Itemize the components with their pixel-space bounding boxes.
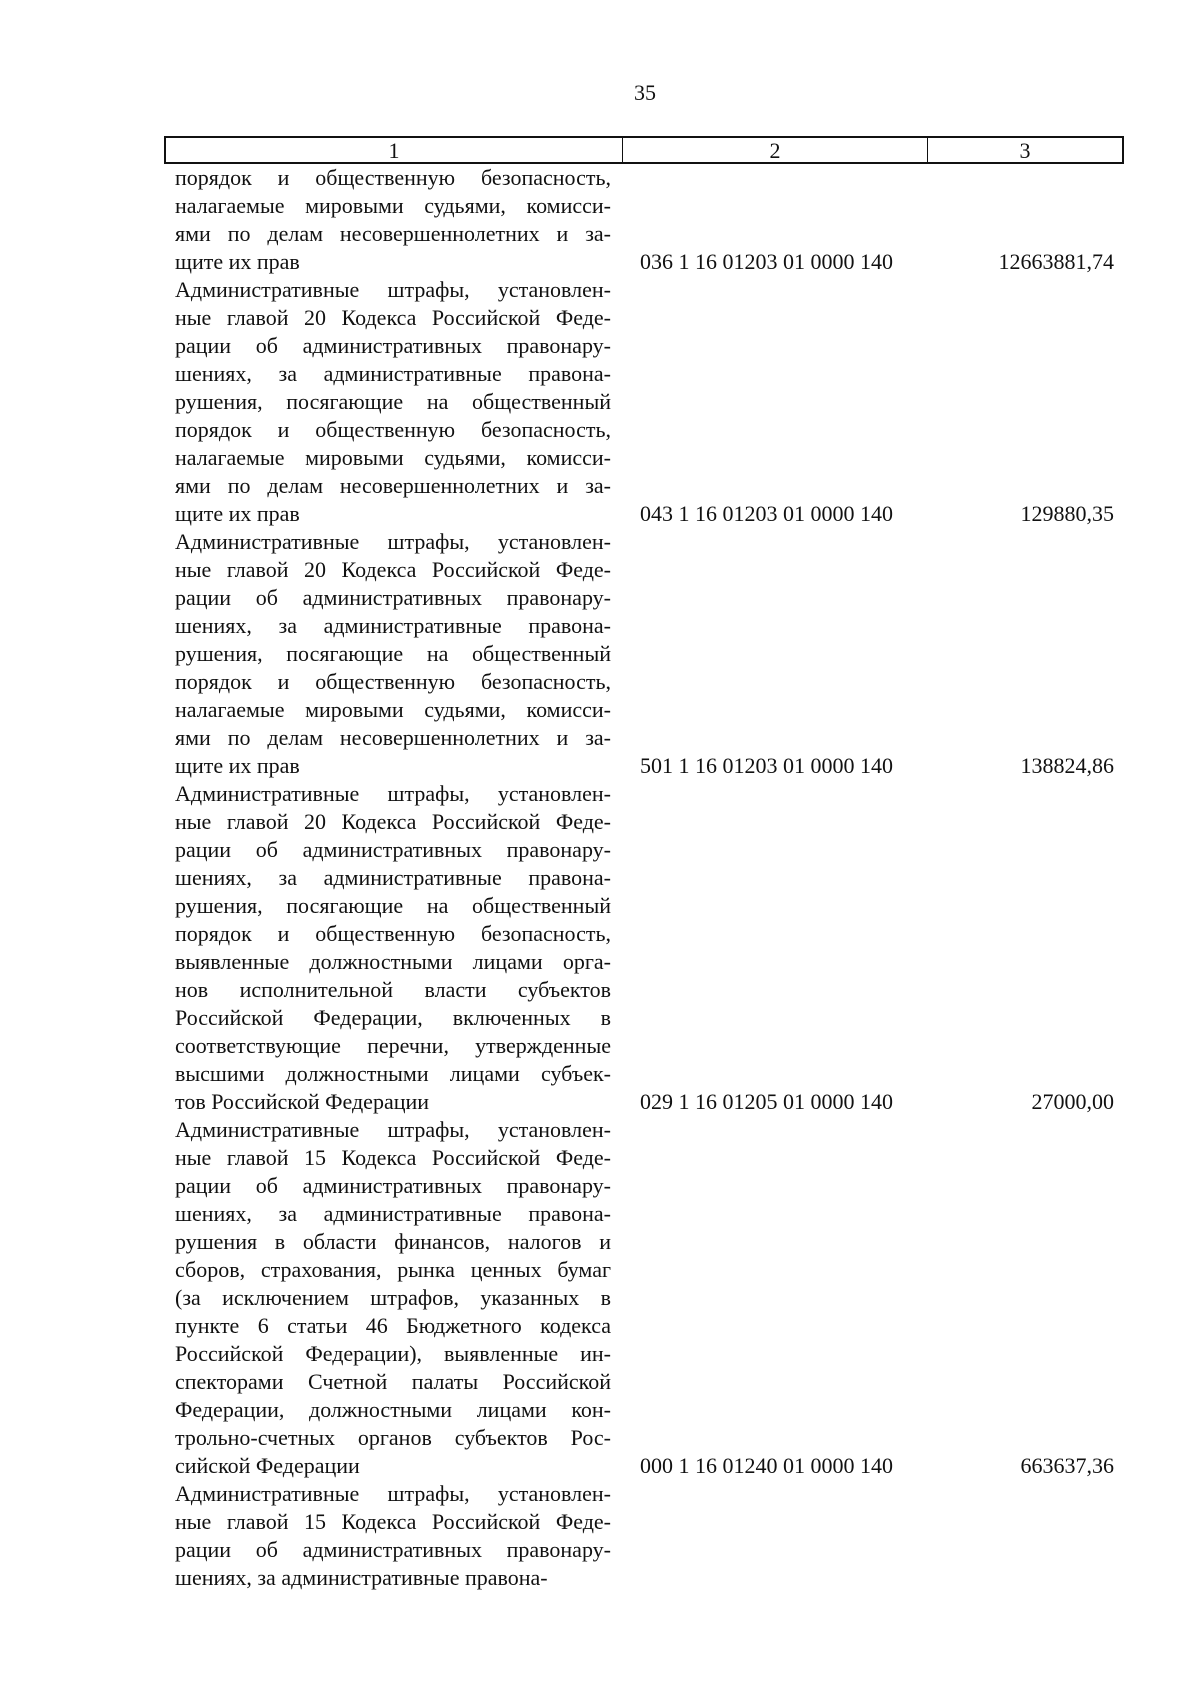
description-line: щите их прав	[175, 501, 300, 526]
description-line: спекторами Счетной палаты Российской	[175, 1369, 611, 1394]
row-description	[175, 1116, 611, 1480]
description-line: ные главой 20 Кодекса Российской Феде-	[175, 557, 611, 582]
budget-classification-code: 501 1 16 01203 01 0000 140	[640, 753, 893, 778]
description-line: Административные штрафы, установлен-	[175, 277, 611, 302]
table-row	[0, 780, 1200, 1116]
amount-value: 27000,00	[1031, 1089, 1114, 1114]
column-header-1: 1	[166, 138, 623, 162]
description-line: ями по делам несовершеннолетних и за-	[175, 473, 611, 498]
description-line: шениях, за административные правона-	[175, 361, 611, 386]
description-line: Административные штрафы, установлен-	[175, 1117, 611, 1142]
description-line: рушения, посягающие на общественный	[175, 641, 611, 666]
description-line: ные главой 20 Кодекса Российской Феде-	[175, 809, 611, 834]
description-line: налагаемые мировыми судьями, комисси-	[175, 193, 611, 218]
description-line: рации об административных правонару-	[175, 585, 611, 610]
table-row	[0, 276, 1200, 528]
amount-value: 663637,36	[1020, 1453, 1114, 1478]
description-line: Административные штрафы, установлен-	[175, 529, 611, 554]
budget-classification-code: 000 1 16 01240 01 0000 140	[640, 1453, 893, 1478]
table-body	[0, 164, 1200, 1592]
column-header-3: 3	[1019, 138, 1031, 163]
description-line: шениях, за административные правона-	[175, 1201, 611, 1226]
description-line: тов Российской Федерации	[175, 1089, 430, 1114]
column-header-2: 2	[623, 138, 928, 162]
description-line: трольно-счетных органов субъектов Рос-	[175, 1425, 611, 1450]
description-line: ные главой 20 Кодекса Российской Феде-	[175, 305, 611, 330]
budget-classification-code: 043 1 16 01203 01 0000 140	[640, 501, 893, 526]
description-line: ные главой 15 Кодекса Российской Феде-	[175, 1145, 611, 1170]
row-description	[175, 528, 611, 780]
table-row	[0, 164, 1200, 276]
description-line: ями по делам несовершеннолетних и за-	[175, 221, 611, 246]
amount-value: 12663881,74	[998, 249, 1114, 274]
description-line: пункте 6 статьи 46 Бюджетного кодекса	[175, 1313, 611, 1338]
page-number: 35	[634, 80, 656, 105]
description-line: ями по делам несовершеннолетних и за-	[175, 725, 611, 750]
description-line: рации об административных правонару-	[175, 837, 611, 862]
description-line: нов исполнительной власти субъектов	[175, 977, 611, 1002]
description-line: Административные штрафы, установлен-	[175, 781, 611, 806]
description-line: налагаемые мировыми судьями, комисси-	[175, 697, 611, 722]
table-row	[0, 528, 1200, 780]
row-description	[175, 276, 611, 528]
description-line: Российской Федерации), выявленные ин-	[175, 1341, 611, 1366]
description-line: высшими должностными лицами субъек-	[175, 1061, 611, 1086]
description-line: шениях, за административные правона-	[175, 1565, 548, 1590]
description-line: рушения, посягающие на общественный	[175, 893, 611, 918]
row-description	[175, 780, 611, 1116]
description-line: налагаемые мировыми судьями, комисси-	[175, 445, 611, 470]
description-line: сборов, страхования, рынка ценных бумаг	[175, 1257, 611, 1282]
description-line: рушения, посягающие на общественный	[175, 389, 611, 414]
budget-classification-code: 029 1 16 01205 01 0000 140	[640, 1089, 893, 1114]
row-description	[175, 164, 611, 276]
description-line: рации об административных правонару-	[175, 1173, 611, 1198]
description-line: шениях, за административные правона-	[175, 613, 611, 638]
description-line: ные главой 15 Кодекса Российской Феде-	[175, 1509, 611, 1534]
description-line: рации об административных правонару-	[175, 333, 611, 358]
amount-value: 129880,35	[1020, 501, 1114, 526]
description-line: порядок и общественную безопасность,	[175, 165, 611, 190]
description-line: Российской Федерации, включенных в	[175, 1005, 611, 1030]
description-line: Федерации, должностными лицами кон-	[175, 1397, 611, 1422]
description-line: щите их прав	[175, 249, 300, 274]
table-header-row	[164, 136, 1124, 164]
description-line: Административные штрафы, установлен-	[175, 1481, 611, 1506]
amount-value: 138824,86	[1020, 753, 1114, 778]
description-line: порядок и общественную безопасность,	[175, 921, 611, 946]
description-line: щите их прав	[175, 753, 300, 778]
budget-classification-code: 036 1 16 01203 01 0000 140	[640, 249, 893, 274]
row-description	[175, 1480, 611, 1592]
table-row	[0, 1480, 1200, 1592]
description-line: (за исключением штрафов, указанных в	[175, 1285, 611, 1310]
description-line: рушения в области финансов, налогов и	[175, 1229, 611, 1254]
description-line: рации об административных правонару-	[175, 1537, 611, 1562]
description-line: порядок и общественную безопасность,	[175, 669, 611, 694]
description-line: шениях, за административные правона-	[175, 865, 611, 890]
description-line: выявленные должностными лицами орга-	[175, 949, 611, 974]
description-line: порядок и общественную безопасность,	[175, 417, 611, 442]
description-line: сийской Федерации	[175, 1453, 360, 1478]
description-line: соответствующие перечни, утвержденные	[175, 1033, 611, 1058]
table-row	[0, 1116, 1200, 1480]
